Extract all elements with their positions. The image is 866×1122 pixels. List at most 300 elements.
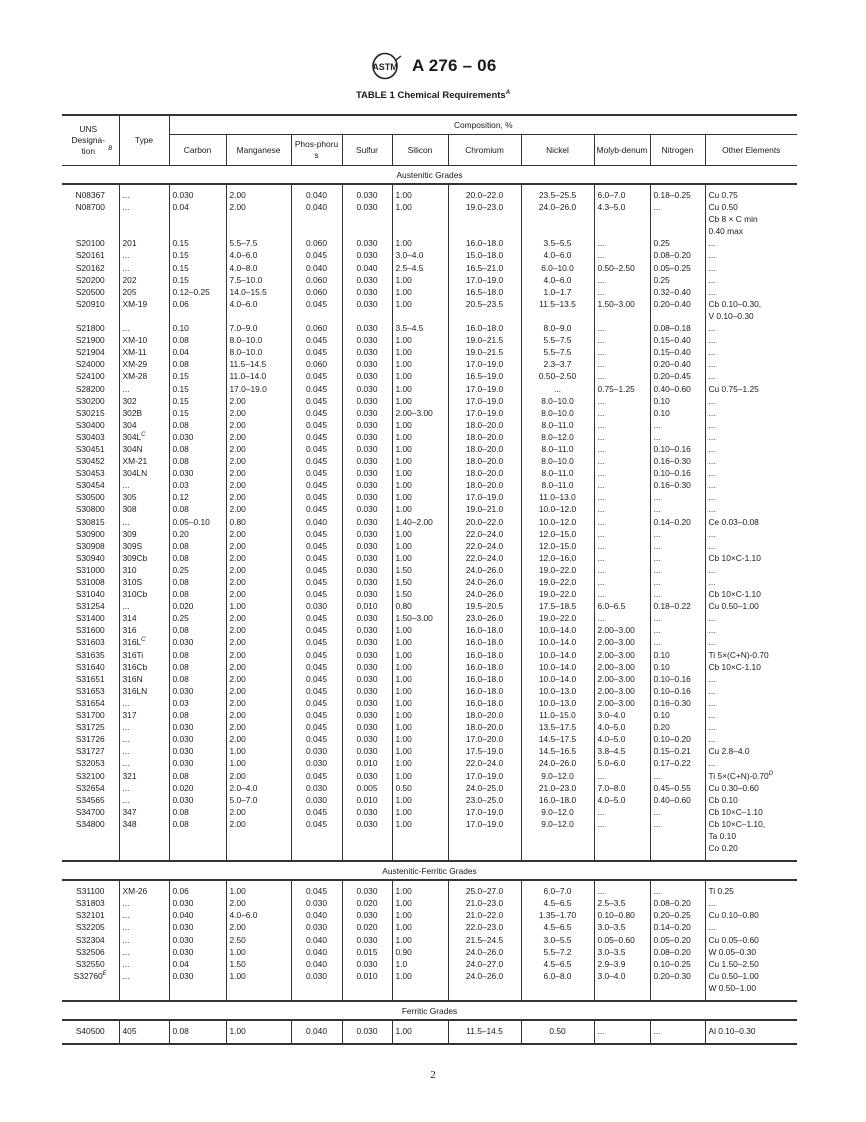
table-cell: 20.0–22.0 — [448, 516, 521, 528]
table-cell: Cu 0.50–1.00 — [705, 600, 797, 612]
table-cell: 0.030 — [342, 1020, 392, 1044]
table-title: TABLE 1 Chemical Requirements$^A$ — [355, 90, 511, 101]
table-cell: 0.030 — [342, 909, 392, 921]
table-cell: 0.40–0.60 — [650, 794, 705, 806]
table-cell: 0.10 — [650, 661, 705, 673]
table-cell: ... — [705, 612, 797, 624]
table-cell: 0.08 — [169, 443, 226, 455]
table-cell: 0.15 — [169, 237, 226, 249]
table-cell: 0.75–1.25 — [594, 383, 650, 395]
table-cell: 1.00 — [392, 540, 448, 552]
column-header-carbon: Carbon — [169, 135, 226, 166]
table-cell: ... — [705, 576, 797, 588]
table-cell: 17.0–19.0 — [448, 818, 521, 861]
table-cell: 2.00–3.00 — [594, 697, 650, 709]
table-cell: ... — [705, 697, 797, 709]
table-cell: 0.030 — [169, 897, 226, 909]
table-row — [62, 455, 797, 467]
table-cell: 0.045 — [291, 491, 342, 503]
table-cell: 0.045 — [291, 818, 342, 861]
table-cell: 0.08 — [169, 770, 226, 782]
table-cell: ... — [594, 431, 650, 443]
section-rows — [62, 184, 797, 861]
table-cell: 0.045 — [291, 419, 342, 431]
table-cell: 0.030 — [291, 745, 342, 757]
table-cell: 0.08 — [169, 624, 226, 636]
table-cell: 0.030 — [342, 419, 392, 431]
table-cell: 17.5–18.5 — [521, 600, 594, 612]
table-cell: 1.50 — [392, 588, 448, 600]
table-cell: S32550 — [75, 958, 105, 969]
table-cell: 5.5–7.5 — [521, 346, 594, 358]
table-cell: 2.00 — [226, 721, 291, 733]
table-cell: 1.00 — [392, 395, 448, 407]
table-cell: 0.10–0.20 — [650, 733, 705, 745]
table-cell: 2.50 — [226, 934, 291, 946]
table-cell: 2.00 — [226, 443, 291, 455]
table-row — [62, 358, 797, 370]
table-cell: 0.030 — [342, 286, 392, 298]
table-cell: 1.00 — [392, 479, 448, 491]
table-cell: 0.030 — [169, 184, 226, 201]
table-cell: 0.045 — [291, 455, 342, 467]
table-cell: S20100 — [75, 238, 105, 249]
table-cell: 0.20–0.25 — [650, 909, 705, 921]
table-cell: 0.040 — [291, 958, 342, 970]
table-cell: 0.010 — [342, 600, 392, 612]
column-header-molybdenum: Molyb-denum — [594, 135, 650, 166]
table-cell: 0.030 — [342, 455, 392, 467]
table-cell: 18.0–20.0 — [448, 443, 521, 455]
table-cell: 2.00 — [226, 709, 291, 721]
table-cell: 19.0–22.0 — [521, 588, 594, 600]
column-header-chromium: Chromium — [448, 135, 521, 166]
table-cell: 0.045 — [291, 552, 342, 564]
table-cell: ... — [650, 818, 705, 861]
table-cell: 14.5–16.5 — [521, 745, 594, 757]
table-row — [62, 516, 797, 528]
table-cell: 17.0–19.0 — [448, 407, 521, 419]
table-cell: 1.00 — [392, 286, 448, 298]
table-cell: 0.030 — [342, 528, 392, 540]
table-cell: S31635 — [75, 649, 105, 660]
table-cell: 25.0–27.0 — [448, 880, 521, 897]
column-header-nickel: Nickel — [521, 135, 594, 166]
table-row — [62, 407, 797, 419]
table-cell: 6.0–7.0 — [594, 184, 650, 201]
table-cell: 0.020 — [342, 921, 392, 933]
table-cell: S30400 — [75, 419, 105, 430]
table-cell: 0.25 — [650, 274, 705, 286]
table-cell: 0.030 — [342, 334, 392, 346]
table-cell: ... — [705, 443, 797, 455]
table-cell: S24100 — [75, 371, 105, 382]
table-cell: 2.00 — [226, 503, 291, 515]
table-cell: 8.0–10.0 — [226, 346, 291, 358]
table-cell: ... — [119, 383, 169, 395]
table-cell: 0.045 — [291, 564, 342, 576]
table-row — [62, 588, 797, 600]
table-cell: 0.060 — [291, 286, 342, 298]
table-cell: 0.045 — [291, 636, 342, 648]
table-cell: 1.00 — [392, 733, 448, 745]
table-cell: 2.00 — [226, 897, 291, 909]
table-row — [62, 612, 797, 624]
table-cell: 22.0–24.0 — [448, 540, 521, 552]
table-cell: 0.030 — [291, 970, 342, 1001]
table-cell: 7.0–9.0 — [226, 322, 291, 334]
table-cell: ... — [594, 455, 650, 467]
table-row — [62, 921, 797, 933]
table-cell: 0.015 — [342, 946, 392, 958]
table-cell: S30403 — [75, 431, 105, 442]
table-cell: Cb 10×C-1.10 — [705, 588, 797, 600]
table-cell: 0.15–0.21 — [650, 745, 705, 757]
table-cell: 0.045 — [291, 407, 342, 419]
table-cell: S31725 — [75, 722, 105, 733]
table-cell: 0.060 — [291, 237, 342, 249]
section-rows — [62, 1020, 797, 1044]
table-row — [62, 564, 797, 576]
table-cell: 0.20–0.40 — [650, 358, 705, 370]
table-cell: 0.030 — [342, 958, 392, 970]
table-cell: 0.030 — [342, 685, 392, 697]
table-cell: 0.045 — [291, 443, 342, 455]
table-cell: 1.00 — [392, 528, 448, 540]
table-cell: 1.00 — [392, 370, 448, 382]
table-row — [62, 794, 797, 806]
table-row — [62, 897, 797, 909]
table-cell: 10.0–13.0 — [521, 685, 594, 697]
table-cell: 0.90 — [392, 946, 448, 958]
table-cell: 2.00 — [226, 649, 291, 661]
table-cell: 0.17–0.22 — [650, 757, 705, 769]
table-cell: 0.030 — [342, 673, 392, 685]
table-cell: ... — [594, 552, 650, 564]
table-cell: 1.0 — [392, 958, 448, 970]
table-cell: 2.00 — [226, 201, 291, 237]
table-cell: 0.10 — [650, 407, 705, 419]
table-cell: 0.16–0.30 — [650, 455, 705, 467]
table-cell: 0.030 — [342, 806, 392, 818]
table-cell: 0.045 — [291, 576, 342, 588]
table-cell: 3.5–4.5 — [392, 322, 448, 334]
table-cell: 309S — [119, 540, 169, 552]
table-cell: 0.80 — [226, 516, 291, 528]
table-cell: 0.030 — [169, 970, 226, 1001]
table-cell: S31726 — [75, 734, 105, 745]
table-cell: 19.0–23.0 — [448, 201, 521, 237]
table-cell: ... — [119, 479, 169, 491]
table-cell: 1.00 — [392, 806, 448, 818]
table-cell: 8.0–10.0 — [521, 395, 594, 407]
table-cell: S21800 — [75, 323, 105, 334]
table-cell: 0.08 — [169, 576, 226, 588]
table-cell: 2.00 — [226, 479, 291, 491]
table-cell: ... — [650, 1020, 705, 1044]
table-cell: 14.0–15.5 — [226, 286, 291, 298]
table-cell: 2.00–3.00 — [594, 661, 650, 673]
table-cell: 0.045 — [291, 383, 342, 395]
table-cell: 8.0–10.0 — [521, 455, 594, 467]
table-cell: ... — [119, 958, 169, 970]
table-cell: 0.040 — [291, 262, 342, 274]
table-cell: 0.08 — [169, 358, 226, 370]
table-cell: ... — [650, 576, 705, 588]
table-cell: 3.5–5.5 — [521, 237, 594, 249]
table-cell: 305 — [119, 491, 169, 503]
table-row — [62, 958, 797, 970]
table-cell: 0.045 — [291, 479, 342, 491]
table-cell: 1.00 — [392, 274, 448, 286]
table-cell: XM-28 — [119, 370, 169, 382]
table-cell: S30453 — [75, 468, 105, 479]
table-cell: 4.0–6.0 — [521, 249, 594, 261]
table-cell: 19.0–21.0 — [448, 503, 521, 515]
table-row — [62, 970, 797, 1001]
table-cell: W 0.05–0.30 — [705, 946, 797, 958]
column-header-manganese: Manganese — [226, 135, 291, 166]
column-header-phosphorus: Phos-phorus — [291, 135, 342, 166]
table-cell: 0.030 — [342, 358, 392, 370]
table-cell: 20.5–23.5 — [448, 298, 521, 322]
table-cell: ... — [119, 721, 169, 733]
table-cell: S32101 — [75, 910, 105, 921]
table-cell: 24.0–26.0 — [448, 588, 521, 600]
table-cell: 16.0–18.0 — [448, 697, 521, 709]
table-row — [62, 528, 797, 540]
table-cell: S31100 — [76, 886, 105, 897]
table-cell: 0.045 — [291, 431, 342, 443]
table-cell: 0.10 — [650, 709, 705, 721]
table-cell: S32304 — [75, 934, 105, 945]
table-row — [62, 552, 797, 564]
table-cell: S28200 — [75, 383, 105, 394]
table-cell: ... — [650, 588, 705, 600]
column-header-silicon: Silicon — [392, 135, 448, 166]
table-cell: 0.010 — [342, 970, 392, 1001]
table-cell: 0.040 — [291, 184, 342, 201]
table-cell: 0.045 — [291, 661, 342, 673]
table-cell: 10.0–14.0 — [521, 636, 594, 648]
table-cell: 4.3–5.0 — [594, 201, 650, 237]
table-cell: 1.50–3.00 — [594, 298, 650, 322]
table-cell: 0.030 — [169, 757, 226, 769]
table-row — [62, 431, 797, 443]
table-cell: 3.0–5.5 — [521, 934, 594, 946]
table-cell: ... — [594, 818, 650, 861]
table-cell: 0.030 — [291, 782, 342, 794]
table-cell: ... — [594, 528, 650, 540]
table-cell: 8.0–9.0 — [521, 322, 594, 334]
table-cell: 0.030 — [291, 794, 342, 806]
column-header-nitrogen: Nitrogen — [650, 135, 705, 166]
column-header-uns: UNS Designa-tion $^B$ — [71, 124, 113, 156]
table-cell: 405 — [119, 1020, 169, 1044]
table-cell: 4.0–5.0 — [594, 733, 650, 745]
table-cell: 0.08 — [169, 709, 226, 721]
table-cell: 205 — [119, 286, 169, 298]
table-cell: S32205 — [75, 922, 105, 933]
table-row — [62, 721, 797, 733]
table-cell: 1.00 — [226, 970, 291, 1001]
table-cell: 19.0–21.5 — [448, 334, 521, 346]
table-cell: 16.0–18.0 — [448, 636, 521, 648]
table-cell: 0.045 — [291, 334, 342, 346]
table-cell: 0.030 — [342, 346, 392, 358]
table-cell: ... — [650, 612, 705, 624]
table-cell: 2.00 — [226, 636, 291, 648]
table-cell: 0.15–0.40 — [650, 346, 705, 358]
table-cell: Ce 0.03–0.08 — [705, 516, 797, 528]
table-cell: 3.0–4.0 — [594, 709, 650, 721]
table-cell: 0.030 — [342, 516, 392, 528]
table-cell: ... — [650, 806, 705, 818]
table-cell: 0.030 — [342, 431, 392, 443]
table-cell: 7.5–10.0 — [226, 274, 291, 286]
table-cell: 308 — [119, 503, 169, 515]
table-cell: ... — [594, 286, 650, 298]
table-cell: 7.0–8.0 — [594, 782, 650, 794]
table-cell: 302 — [119, 395, 169, 407]
table-cell: ... — [705, 395, 797, 407]
table-cell: ... — [594, 419, 650, 431]
table-cell: 0.030 — [169, 431, 226, 443]
table-row — [62, 262, 797, 274]
table-cell: N08367 — [75, 190, 105, 200]
page-number: 2 — [430, 1069, 436, 1081]
table-cell: ... — [650, 503, 705, 515]
table-cell: 316Cb — [119, 661, 169, 673]
table-cell: 348 — [119, 818, 169, 861]
table-cell: 24.0–26.0 — [448, 946, 521, 958]
table-cell: ... — [594, 443, 650, 455]
table-cell: ... — [119, 184, 169, 201]
table-cell: 16.0–18.0 — [448, 685, 521, 697]
table-cell: 0.030 — [342, 383, 392, 395]
footnote-mark: D — [768, 770, 774, 777]
table-cell: 2.00 — [226, 685, 291, 697]
table-cell: 0.10–0.16 — [650, 685, 705, 697]
table-cell: 0.030 — [342, 491, 392, 503]
table-cell: ... — [594, 237, 650, 249]
table-cell: S32654 — [75, 782, 105, 793]
table-cell: S34800 — [75, 818, 105, 829]
table-cell: 0.10 — [650, 649, 705, 661]
table-cell: 1.00 — [392, 455, 448, 467]
table-row — [62, 600, 797, 612]
table-cell: S30500 — [75, 492, 105, 503]
table-cell: 0.060 — [291, 358, 342, 370]
table-cell: ... — [119, 516, 169, 528]
table-cell: 10.0–12.0 — [521, 516, 594, 528]
table-cell: 24.0–26.0 — [448, 970, 521, 1001]
table-cell: ... — [594, 588, 650, 600]
table-cell: ... — [119, 262, 169, 274]
table-cell: 0.08 — [169, 503, 226, 515]
table-cell: 0.10 — [650, 395, 705, 407]
table-cell: 0.045 — [291, 721, 342, 733]
table-row — [62, 709, 797, 721]
table-cell: 4.0–6.0 — [226, 249, 291, 261]
table-cell: 1.00 — [392, 897, 448, 909]
table-cell: Cu 0.10–0.80 — [705, 909, 797, 921]
table-cell: 0.030 — [342, 721, 392, 733]
table-cell: 1.00 — [392, 552, 448, 564]
table-cell: 304 — [119, 419, 169, 431]
table-row — [62, 909, 797, 921]
table-cell: 24.0–26.0 — [448, 564, 521, 576]
table-cell: 21.0–22.0 — [448, 909, 521, 921]
table-cell: 1.00 — [392, 934, 448, 946]
table-cell: ... — [705, 346, 797, 358]
table-cell: ... — [705, 673, 797, 685]
table-cell: 18.0–20.0 — [448, 467, 521, 479]
table-cell: 11.0–13.0 — [521, 491, 594, 503]
table-cell: S31653 — [75, 685, 105, 696]
table-cell: 0.010 — [342, 794, 392, 806]
table-cell: ... — [594, 503, 650, 515]
table-cell: ... — [594, 576, 650, 588]
table-cell: 1.40–2.00 — [392, 516, 448, 528]
table-cell: 0.20 — [169, 528, 226, 540]
table-cell: S20200 — [75, 274, 105, 285]
table-cell: 8.0–11.0 — [521, 479, 594, 491]
table-cell: 0.040 — [169, 909, 226, 921]
table-cell: 0.12–0.25 — [169, 286, 226, 298]
table-cell: 8.0–11.0 — [521, 467, 594, 479]
table-cell: 0.08 — [169, 673, 226, 685]
table-cell: S30200 — [75, 395, 105, 406]
table-row — [62, 806, 797, 818]
table-cell: ... — [705, 733, 797, 745]
table-cell: XM-26 — [119, 880, 169, 897]
table-cell: 0.32–0.40 — [650, 286, 705, 298]
table-cell: 2.00–3.00 — [594, 673, 650, 685]
table-cell: S31654 — [75, 697, 105, 708]
table-cell: 2.5–4.5 — [392, 262, 448, 274]
table-cell: 12.0–15.0 — [521, 528, 594, 540]
table-cell: 0.10–0.16 — [650, 443, 705, 455]
table-cell: 19.0–22.0 — [521, 612, 594, 624]
table-cell: Cu 0.75–1.25 — [705, 383, 797, 395]
table-cell: 0.08 — [169, 588, 226, 600]
table-row — [62, 274, 797, 286]
table-cell: ... — [705, 503, 797, 515]
table-cell: 0.15 — [169, 370, 226, 382]
table-cell: 1.00 — [392, 649, 448, 661]
table-cell: 10.0–14.0 — [521, 649, 594, 661]
table-cell: ... — [705, 479, 797, 491]
table-cell: S30940 — [75, 552, 105, 563]
table-cell: 0.045 — [291, 649, 342, 661]
table-cell: 1.50 — [392, 576, 448, 588]
table-cell: 22.0–24.0 — [448, 528, 521, 540]
table-cell: ... — [705, 370, 797, 382]
table-cell: ... — [119, 201, 169, 237]
table-cell: ... — [650, 564, 705, 576]
table-cell: 0.045 — [291, 540, 342, 552]
table-cell: 1.00 — [392, 757, 448, 769]
table-row — [62, 624, 797, 636]
table-cell: 0.04 — [169, 346, 226, 358]
table-cell: XM-10 — [119, 334, 169, 346]
table-cell: ... — [705, 262, 797, 274]
table-cell: 2.00 — [226, 661, 291, 673]
table-cell: S30215 — [75, 407, 105, 418]
table-cell: 0.05–0.25 — [650, 262, 705, 274]
table-cell: $304L^C$ — [119, 431, 169, 443]
